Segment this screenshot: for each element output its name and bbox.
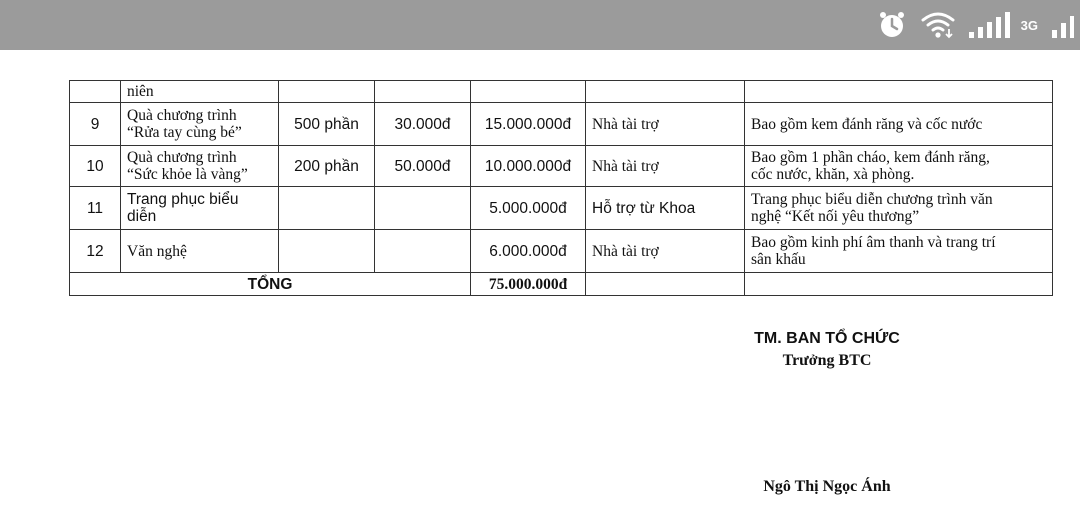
signal-icon-2 — [1052, 12, 1074, 38]
signature-title: TM. BAN TỔ CHỨC — [754, 330, 900, 347]
amount-cell: 15.000.000đ — [471, 103, 586, 146]
source-cell: Nhà tài trợ — [586, 230, 745, 273]
table-row-partial — [70, 81, 1053, 103]
signature-name: Ngô Thị Ngọc Ánh — [763, 478, 891, 495]
note-cell: Trang phục biểu diễn chương trình văn nghệ “Kết nối yêu thương” — [745, 187, 1053, 230]
row-number: 11 — [70, 187, 121, 230]
row-number: 10 — [70, 146, 121, 187]
unit-price-cell — [375, 187, 471, 230]
amount-cell: 6.000.000đ — [471, 230, 586, 273]
quantity-cell: 200 phần — [279, 146, 375, 187]
unit-price-cell — [375, 230, 471, 273]
source-cell: Nhà tài trợ — [586, 103, 745, 146]
amount-cell: 5.000.000đ — [471, 187, 586, 230]
note-cell: Bao gồm kinh phí âm thanh và trang trí sân khấu — [745, 230, 1053, 273]
total-amount: 75.000.000đ — [471, 273, 586, 296]
unit-price-cell: 50.000đ — [375, 146, 471, 187]
table-row — [70, 187, 1053, 230]
table-row — [70, 230, 1053, 273]
item-cell: niên — [121, 81, 279, 103]
table-row — [70, 146, 1053, 187]
quantity-cell — [279, 230, 375, 273]
unit-price-cell: 30.000đ — [375, 103, 471, 146]
budget-table — [69, 80, 1053, 296]
note-cell: Bao gồm 1 phần cháo, kem đánh răng, cốc nước, khăn, xà phòng. — [745, 146, 1053, 187]
quantity-cell — [279, 187, 375, 230]
item-cell: Trang phục biểu diễn — [121, 187, 279, 230]
status-icons — [877, 0, 1080, 50]
signature-role: Trưởng BTC — [782, 352, 872, 369]
network-type-label: 3G — [1020, 17, 1038, 33]
source-cell: Nhà tài trợ — [586, 146, 745, 187]
row-number: 12 — [70, 230, 121, 273]
source-cell: Hỗ trợ từ Khoa — [586, 187, 745, 230]
item-cell: Văn nghệ — [121, 230, 279, 273]
wifi-icon — [921, 11, 955, 39]
total-label: TỔNG — [70, 273, 471, 296]
quantity-cell: 500 phần — [279, 103, 375, 146]
status-bar — [0, 0, 1080, 50]
row-number: 9 — [70, 103, 121, 146]
table-row — [70, 103, 1053, 146]
alarm-icon — [877, 10, 907, 40]
amount-cell: 10.000.000đ — [471, 146, 586, 187]
table-total-row — [70, 273, 1053, 296]
note-cell: Bao gồm kem đánh răng và cốc nước — [745, 103, 1053, 146]
item-cell: Quà chương trình “Rửa tay cùng bé” — [121, 103, 279, 146]
document-page — [0, 50, 1080, 517]
signal-icon — [969, 12, 1015, 38]
item-cell: Quà chương trình “Sức khỏe là vàng” — [121, 146, 279, 187]
